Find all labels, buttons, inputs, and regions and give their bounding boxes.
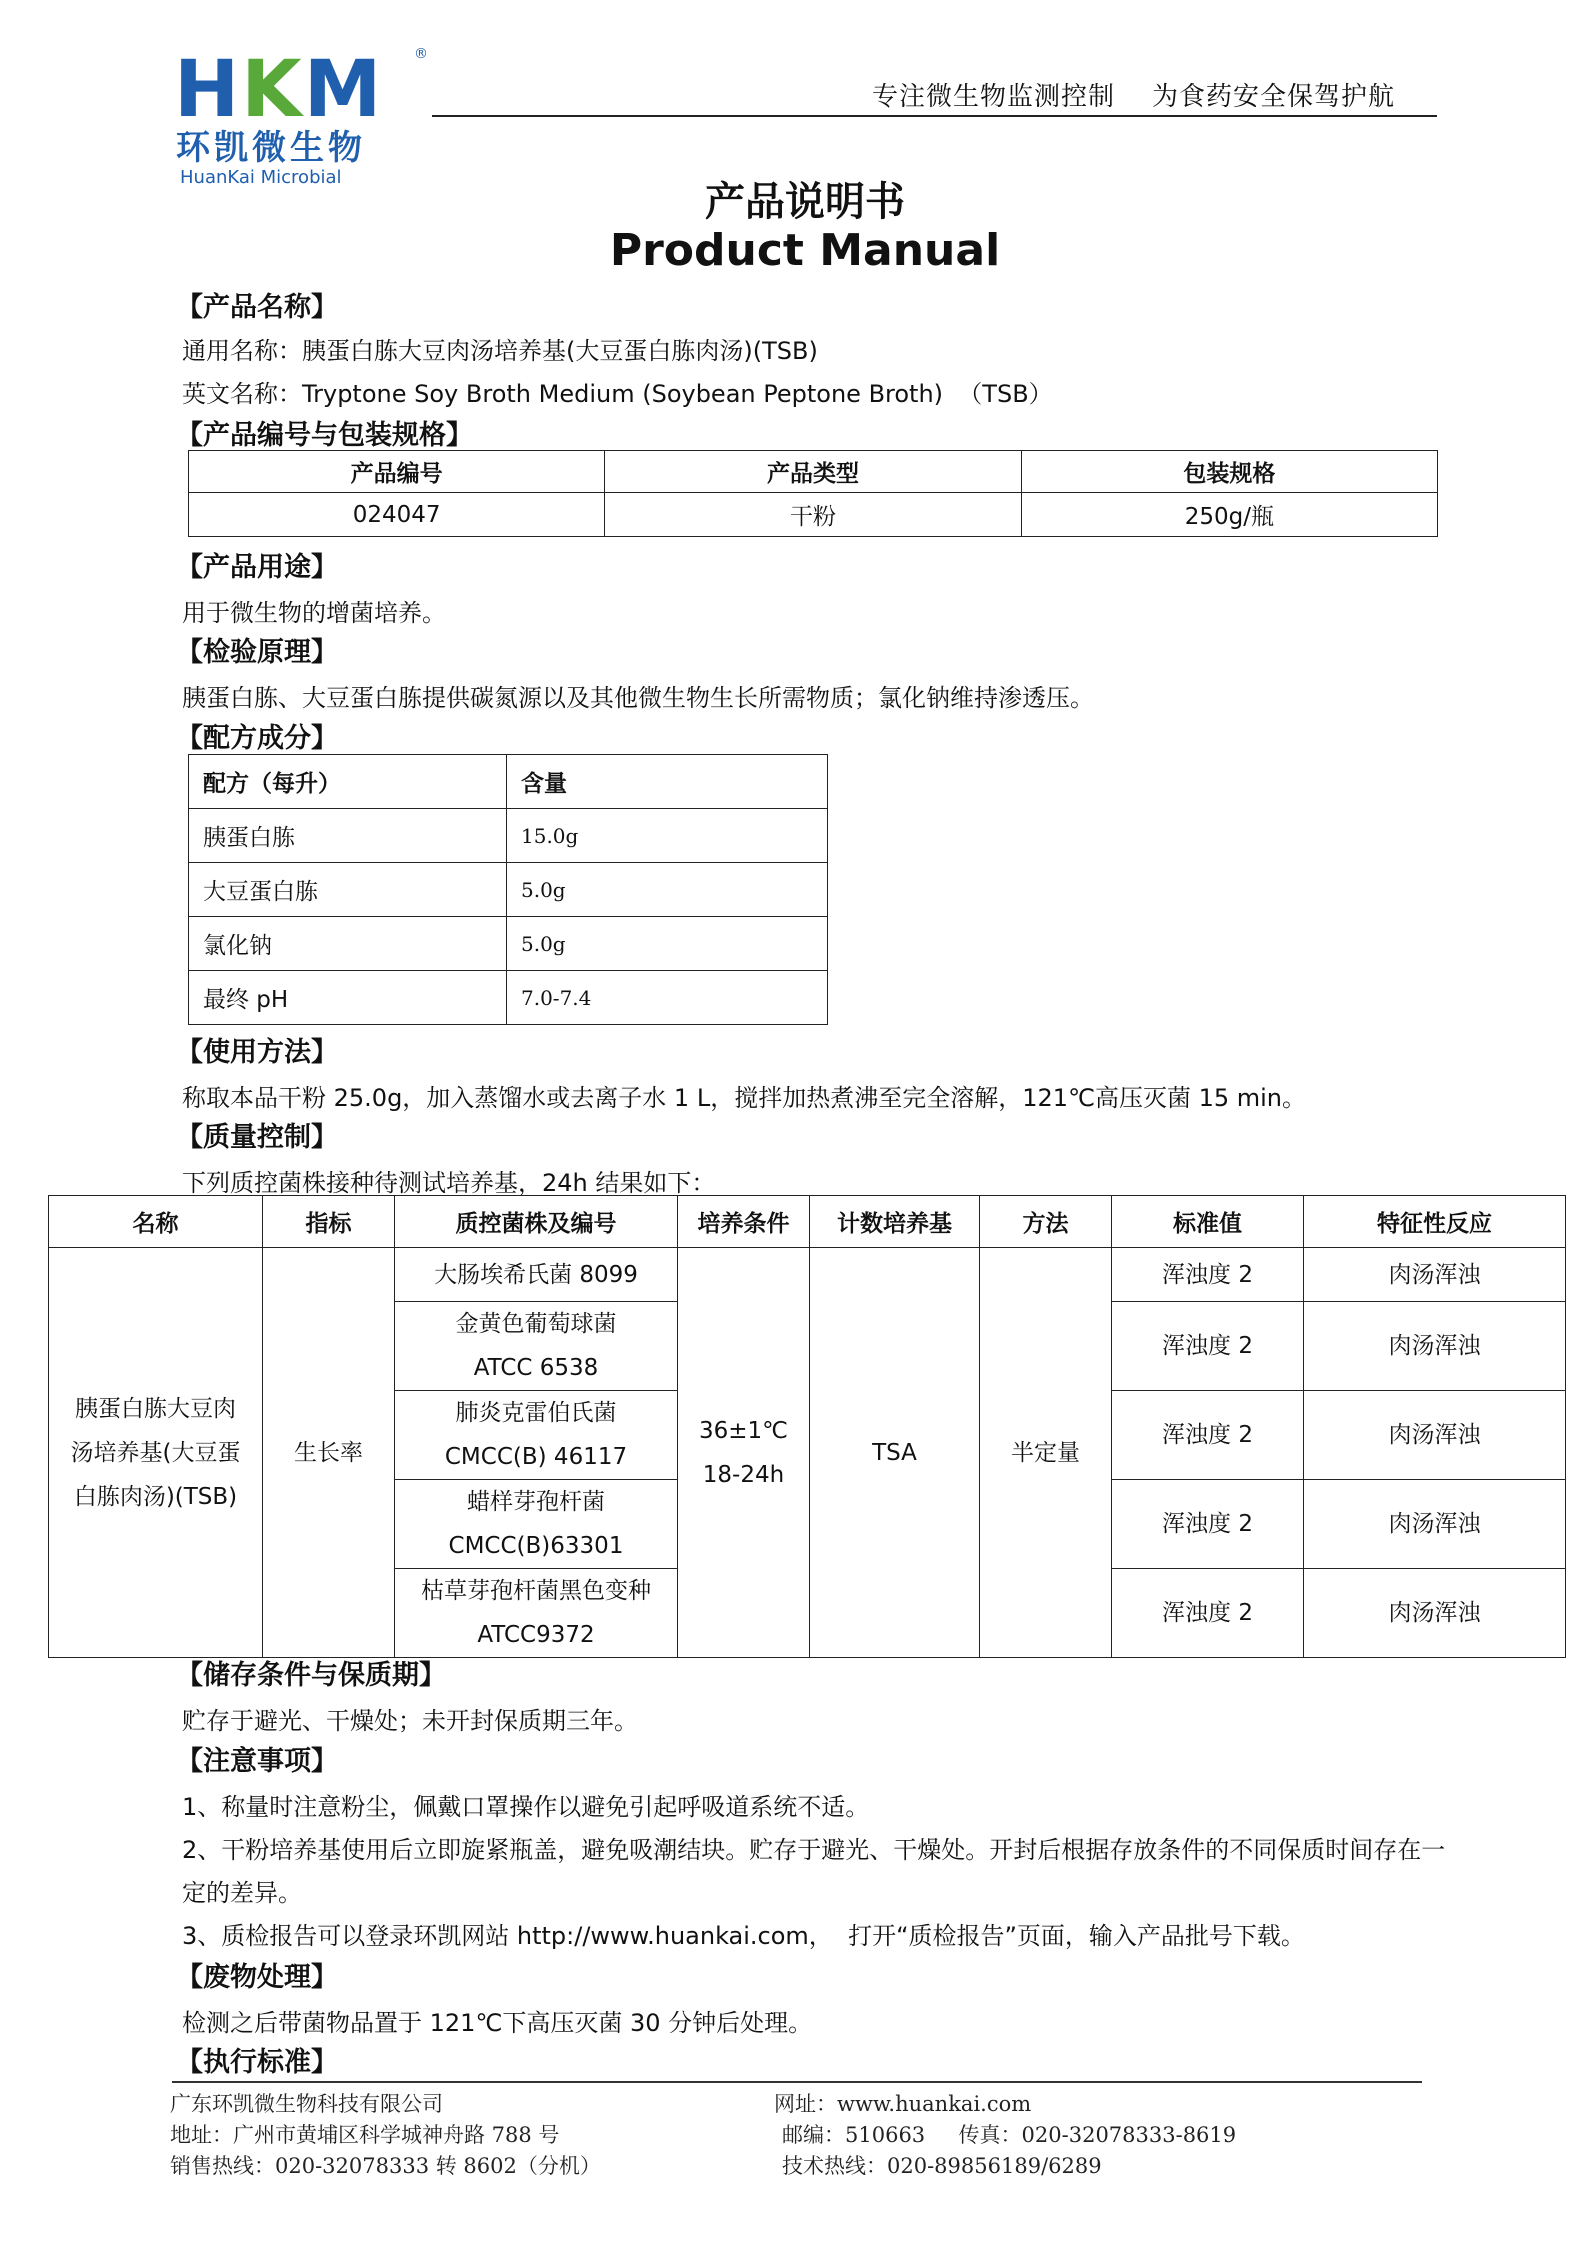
qc-standard: 浑浊度 2 [1112,1302,1304,1391]
qc-standard: 浑浊度 2 [1112,1569,1304,1658]
package-header-cell: 包装规格 [1021,451,1437,493]
qc-header-cell: 指标 [263,1196,395,1248]
qc-header-cell: 培养条件 [678,1196,810,1248]
qc-strain-line: CMCC(B)63301 [448,1533,624,1559]
qc-reaction: 肉汤浑浊 [1304,1391,1566,1480]
english-name: 英文名称：Tryptone Soy Broth Medium (Soybean Peptone Broth) （TSB） [182,380,1053,408]
section-heading-package: 【产品编号与包装规格】 [176,420,473,451]
footer-postcode-fax: 邮编：510663 传真：020-32078333-8619 [782,2123,1237,2147]
qc-table-header [49,1196,1566,1248]
qc-strain-line: 蜡样芽孢杆菌 [467,1489,605,1515]
qc-strain [395,1248,678,1302]
storage-text: 贮存于避光、干燥处；未开封保质期三年。 [182,1707,638,1735]
qc-header-cell: 名称 [49,1196,263,1248]
qc-medium-name-line: 胰蛋白胨大豆肉 [75,1395,236,1422]
qc-strain-line: 金黄色葡萄球菌 [455,1311,617,1337]
qc-strain-line: ATCC 6538 [473,1355,599,1381]
qc-medium-name [49,1248,263,1658]
footer-website[interactable]: 网址：www.huankai.com [774,2092,1032,2116]
product-code: 024047 [189,493,605,537]
registered-mark: ® [414,46,428,62]
ingredient-amount: 5.0g [507,917,828,971]
qc-indicator: 生长率 [263,1248,395,1658]
formula-table [188,754,828,1025]
footer-sales-hotline: 销售热线：020-32078333 转 8602（分机） [170,2154,601,2178]
qc-reaction: 肉汤浑浊 [1304,1569,1566,1658]
qc-condition [678,1248,810,1658]
package-spec: 250g/瓶 [1021,493,1437,537]
logo-letter-m: M [303,45,384,135]
section-heading-storage: 【储存条件与保质期】 [176,1660,446,1691]
section-heading-standard: 【执行标准】 [176,2047,338,2078]
qc-method: 半定量 [980,1248,1112,1658]
qc-strain-line: CMCC(B) 46117 [444,1444,628,1470]
qc-standard: 浑浊度 2 [1112,1391,1304,1480]
section-heading-usage: 【产品用途】 [176,552,338,583]
qc-condition-time: 18-24h [702,1461,785,1488]
qc-strain-line: ATCC9372 [477,1622,595,1648]
qc-reaction: 肉汤浑浊 [1304,1248,1566,1302]
qc-reaction: 肉汤浑浊 [1304,1302,1566,1391]
generic-name: 通用名称：胰蛋白胨大豆肉汤培养基(大豆蛋白胨肉汤)(TSB) [182,337,818,365]
package-header-cell: 产品编号 [189,451,605,493]
package-header-cell: 产品类型 [605,451,1021,493]
qc-strain [395,1569,678,1658]
usage-text: 用于微生物的增菌培养。 [182,599,446,627]
table-row [189,863,828,917]
formula-header-cell: 配方（每升） [189,755,507,809]
qc-header-cell: 方法 [980,1196,1112,1248]
method-text: 称取本品干粉 25.0g，加入蒸馏水或去离子水 1 L，搅拌加热煮沸至完全溶解，121℃高压灭菌 15 min。 [182,1084,1307,1112]
formula-table-header [189,755,828,809]
qc-strain-line: 枯草芽孢杆菌黑色变种 [421,1578,651,1604]
title-english: Product Manual [609,225,1001,276]
package-table-row [189,493,1438,537]
logo-letter-k: K [241,45,304,135]
logo-english-name: HuanKai Microbial [180,167,342,188]
ingredient-name: 最终 pH [189,971,507,1025]
qc-header-cell: 标准值 [1112,1196,1304,1248]
package-table [188,450,1438,537]
section-heading-qc: 【质量控制】 [176,1122,338,1153]
company-logo [170,40,440,188]
qc-strain [395,1302,678,1391]
ingredient-amount: 5.0g [507,863,828,917]
qc-standard: 浑浊度 2 [1112,1248,1304,1302]
qc-standard: 浑浊度 2 [1112,1480,1304,1569]
logo-letters [174,45,384,135]
section-heading-product-name: 【产品名称】 [176,292,338,323]
ingredient-name: 大豆蛋白胨 [189,863,507,917]
footer-divider [172,2081,1422,2083]
note-item: 2、干粉培养基使用后立即旋紧瓶盖，避免吸潮结块。贮存于避光、干燥处。开封后根据存放条件的不同保质时间存在一 [182,1836,1446,1864]
qc-strain-line: 大肠埃希氏菌 8099 [434,1261,638,1288]
logo-chinese-name: 环凯微生物 [176,128,366,168]
table-row [49,1248,1566,1302]
table-row [189,971,828,1025]
title-chinese: 产品说明书 [705,179,905,225]
qc-medium-name-line: 汤培养基(大豆蛋 [70,1439,241,1466]
section-heading-principle: 【检验原理】 [176,637,338,668]
package-table-header [189,451,1438,493]
note-item: 1、称量时注意粉尘，佩戴口罩操作以避免引起呼吸道系统不适。 [182,1793,870,1821]
qc-intro: 下列质控菌株接种待测试培养基，24h 结果如下： [182,1169,716,1197]
footer-address: 地址：广州市黄埔区科学城神舟路 788 号 [170,2123,560,2147]
logo-letter-h: H [174,45,242,135]
qc-header-cell: 质控菌株及编号 [395,1196,678,1248]
qc-count-medium: TSA [810,1248,980,1658]
header-slogan: 专注微生物监测控制 为食药安全保驾护航 [872,82,1396,112]
qc-reaction: 肉汤浑浊 [1304,1480,1566,1569]
table-row [189,917,828,971]
qc-table [48,1195,1566,1658]
ingredient-name: 胰蛋白胨 [189,809,507,863]
section-heading-notes: 【注意事项】 [176,1746,338,1777]
ingredient-amount: 7.0-7.4 [507,971,828,1025]
qc-header-cell: 特征性反应 [1304,1196,1566,1248]
section-heading-disposal: 【废物处理】 [176,1962,338,1993]
table-row [189,809,828,863]
ingredient-name: 氯化钠 [189,917,507,971]
qc-medium-name-line: 白胨肉汤)(TSB) [73,1483,238,1510]
section-heading-formula: 【配方成分】 [176,723,338,754]
ingredient-amount: 15.0g [507,809,828,863]
qc-strain-line: 肺炎克雷伯氏菌 [455,1400,617,1426]
note-item: 3、质检报告可以登录环凯网站 http://www.huankai.com， 打开“质检报告”页面，输入产品批号下载。 [182,1922,1305,1950]
product-type: 干粉 [605,493,1021,537]
qc-condition-temp: 36±1℃ [698,1417,788,1444]
formula-header-cell: 含量 [507,755,828,809]
footer-company: 广东环凯微生物科技有限公司 [170,2092,443,2116]
principle-text: 胰蛋白胨、大豆蛋白胨提供碳氮源以及其他微生物生长所需物质；氯化钠维持渗透压。 [182,684,1094,712]
footer-tech-hotline: 技术热线：020-89856189/6289 [782,2154,1102,2178]
qc-header-cell: 计数培养基 [810,1196,980,1248]
note-item: 定的差异。 [182,1879,302,1907]
qc-strain [395,1391,678,1480]
disposal-text: 检测之后带菌物品置于 121℃下高压灭菌 30 分钟后处理。 [182,2009,813,2037]
header-divider [432,115,1437,117]
qc-strain [395,1480,678,1569]
section-heading-method: 【使用方法】 [176,1037,338,1068]
